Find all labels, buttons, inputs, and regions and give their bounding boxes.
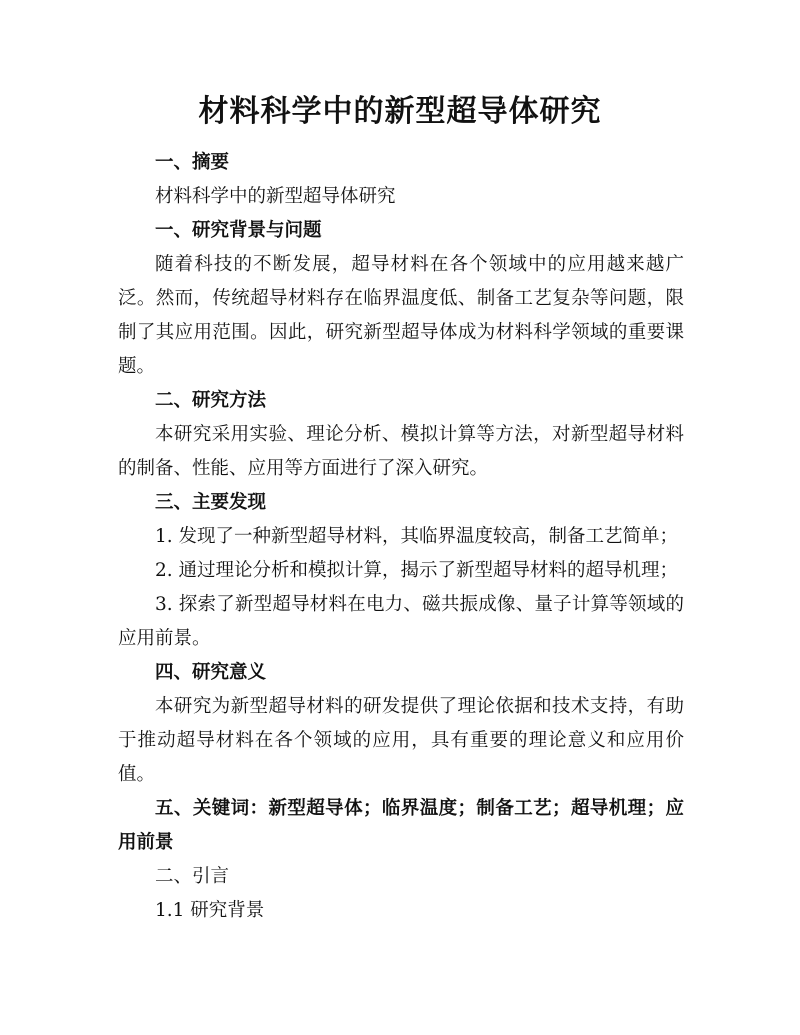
background-heading: 一、研究背景与问题 [155,220,322,241]
keywords-line: 五、关键词：新型超导体；临界温度；制备工艺；超导机理；应用前景 [118,798,684,853]
intro-subheading: 1.1 研究背景 [155,900,265,921]
abstract-heading: 一、摘要 [155,152,230,173]
finding-item: 2. 通过理论分析和模拟计算，揭示了新型超导材料的超导机理； [155,560,679,581]
significance-paragraph: 本研究为新型超导材料的研发提供了理论依据和技术支持，有助于推动超导材料在各个领域的应用，具有重要的理论意义和应用价值。 [118,696,684,785]
significance-heading: 四、研究意义 [155,662,267,683]
finding-item: 3. 探索了新型超导材料在电力、磁共振成像、量子计算等领域的应用前景。 [118,594,684,649]
methods-paragraph: 本研究采用实验、理论分析、模拟计算等方法，对新型超导材料的制备、性能、应用等方面进行了深入研究。 [118,424,684,479]
intro-heading: 二、引言 [155,866,230,887]
document-title: 材料科学中的新型超导体研究 [198,94,602,129]
findings-heading: 三、主要发现 [155,492,267,513]
document-body [118,146,684,928]
methods-heading: 二、研究方法 [155,390,267,411]
finding-item: 1. 发现了一种新型超导材料，其临界温度较高，制备工艺简单； [155,526,679,547]
background-paragraph: 随着科技的不断发展，超导材料在各个领域中的应用越来越广泛。然而，传统超导材料存在临界温度低、制备工艺复杂等问题，限制了其应用范围。因此，研究新型超导体成为材料科学领域的重要课题。 [118,254,684,377]
abstract-text: 材料科学中的新型超导体研究 [155,186,396,207]
